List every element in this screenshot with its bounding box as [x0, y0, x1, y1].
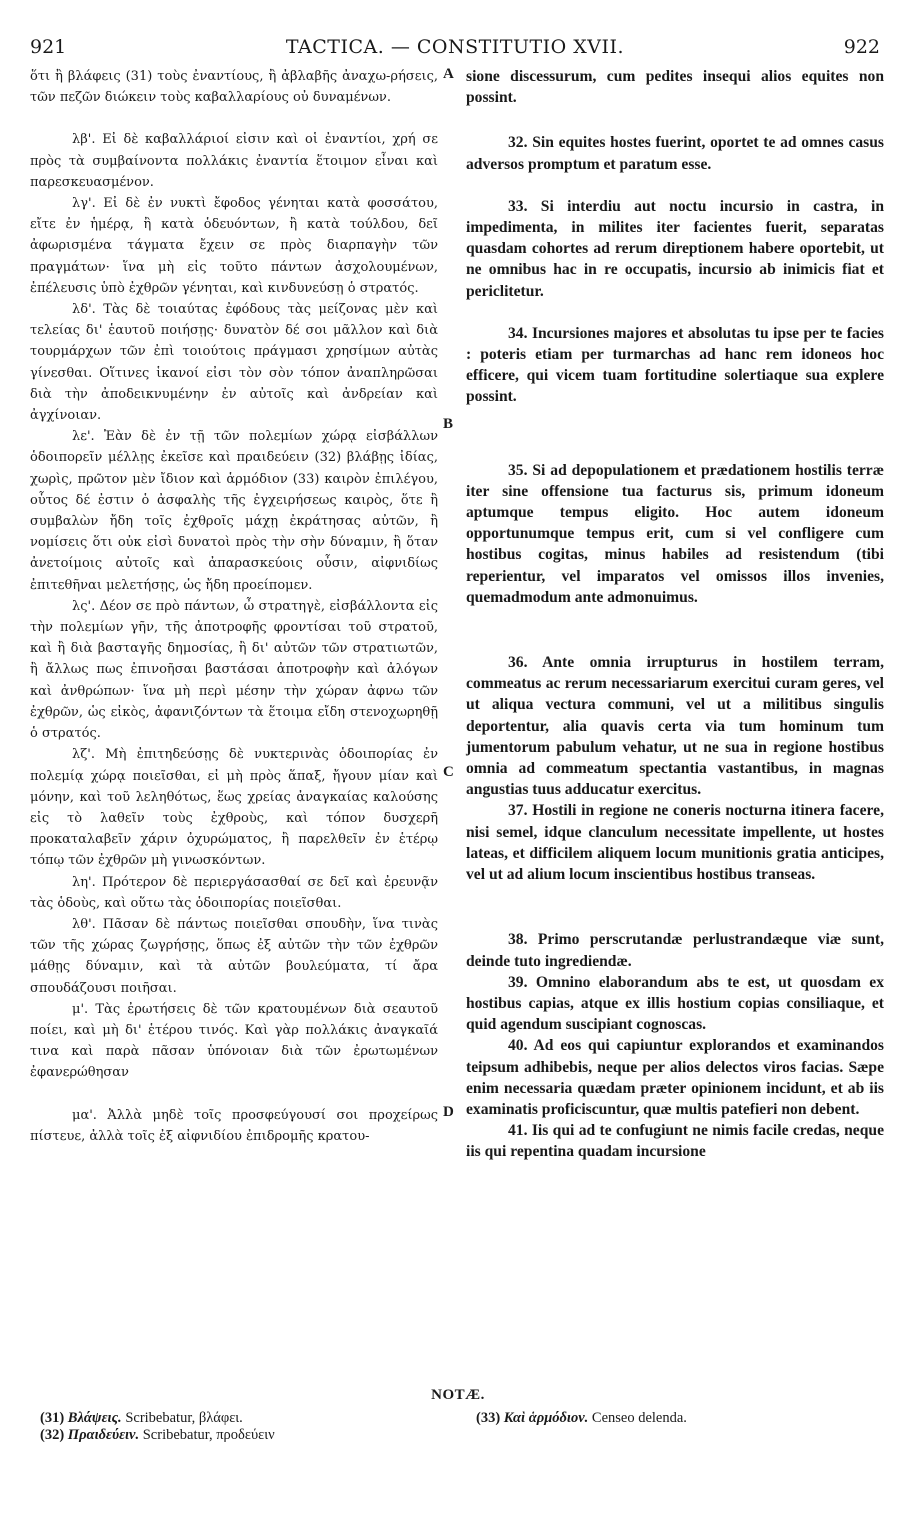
note-number: (31)	[40, 1410, 65, 1426]
greek-paragraph-35: λε'. Ἐὰν δὲ ἐν τῇ τῶν πολεμίων χώρᾳ εἰσβάλλων ὁδοιπορεῖν μέλλῃς ἐκεῖσε καὶ πραιδεύειν (32) βλάβῃς ἰδίας, χωρὶς, πρῶτον μὲν ἴδιον καὶ ἁρμόδιον (33) καιρὸν ἐπιλέγου, οὗτος δέ ἐστιν ὁ ἀσφαλὴς τῆς ἐγχειρήσεως καιρὸς, ὅτε ἢ συμβαλὼν ἤδη τοῖς ἐχθροῖς μάχῃ ἐκράτησας αὐτῶν, ἢ νομίσεις ὅτι οὐκ εἰσὶ δυνατοὶ πρὸς τὴν σὴν δύναμιν, ἢ ὅταν ἀνετοίμοις αὐτοῖς καὶ ἀπαρασκεύοις οὖσιν, αἰφνιδίως ἐπιτεθῆναι μελετήσῃς, ὡς ἤδη προείπομεν.	[30, 429, 438, 593]
latin-paragraph-39: 39. Omnino elaborandum abs te est, ut quosdam ex hostibus capias, atque ex illis hostium copias consiliaque, et quid agendum suscipiant cognoscas.	[466, 973, 884, 1034]
latin-paragraph-41: 41. Iis qui ad te confugiunt ne nimis facile credas, neque iis qui repentina quadam incursione	[466, 1122, 884, 1161]
note-item	[40, 1410, 460, 1427]
latin-paragraph-38: 38. Primo perscrutandæ perlustrandæque viæ sunt, deinde tuto ingrediendæ.	[466, 931, 884, 970]
latin-paragraph-cont: sione discessurum, cum pedites insequi alios equites non possint.	[466, 68, 884, 107]
note-term: Καὶ ἁρμόδιον.	[503, 1410, 589, 1426]
latin-paragraph-34: 34. Incursiones majores et absolutas tu ipse per te facies : poteris etiam per turmarchas ad hanc rem idoneos hoc efficere, qui vicem tuam fortitudine solertiaque sua explere possint.	[466, 324, 884, 406]
note-item	[476, 1410, 896, 1427]
greek-paragraph-33: λγ'. Εἰ δὲ ἐν νυκτὶ ἔφοδος γένηται κατὰ φοσσάτου, εἴτε ἐν ἡμέρᾳ, ἢ κατὰ ὁδευόντων, ἢ κατὰ τούλδου, δεῖ ἀφωρισμένα τάγματα ἔχειν σε πρὸς διαρπαγὴν τῶν πραγμάτων· ἵνα μὴ εἰς τοῦτο πάντων ἀσχολουμένων, ἐπέλευσις ὑπὸ ἐχθρῶν γένηται, καὶ κινδυνεύσῃ ὁ στρατός.	[30, 196, 438, 296]
latin-paragraph-36: 36. Ante omnia irrupturus in hostilem terram, commeatus ac rerum necessariarum exercitui curam geres, vel ut aliqua vectura communi, vel ut a militibus singulis deportentur, alia quavis certa via tum hominum tum jumentorum pabulum vehatur, ut ne sua in regione hostibus omnia ad commeatum spectantia vastantibus, in magnas angustias tuus adducatur exercitus.	[466, 654, 884, 799]
note-text: Scribebatur, προδεύειν	[142, 1427, 275, 1443]
greek-paragraph-39: λθ'. Πᾶσαν δὲ πάντως ποιεῖσθαι σπουδὴν, ἵνα τινὰς τῶν τῆς χώρας ζωγρήσῃς, ὅπως ἐξ αὐτῶν τὴν τῶν ἐχθρῶν μάθῃς δύναμιν, καὶ τὰ αὐτῶν βουλεύματα, τί ἄρα σπουδάζουσι ποιῆσαι.	[30, 916, 438, 996]
latin-column	[466, 66, 884, 1163]
page-header	[30, 36, 880, 60]
greek-column	[30, 66, 438, 1147]
page-number-left: 921	[30, 36, 67, 58]
margin-letter-c: C	[443, 764, 454, 780]
latin-paragraph-35: 35. Si ad depopulationem et prædationem hostilis terræ iter sine offensione tua facturus sis, primum idoneum aptumque tempus eligito. Hoc autem idoneum opportunumque tempus erit, cum si vel confligere cum hostibus cogitas, minus habiles ad resistendum (tibi reperientur, vel imparatos vel omissos illos invenies, quemadmodum ante admonuimus.	[466, 461, 884, 606]
margin-letter-d: D	[443, 1104, 454, 1120]
greek-paragraph-cont: ὅτι ἢ βλάφεις (31) τοὺς ἐναντίους, ἢ ἀβλαβῆς ἀναχω-ρήσεις, τῶν πεζῶν διώκειν τοὺς καβαλλαρίους οὐ δυναμένων.	[30, 69, 438, 106]
latin-paragraph-33: 33. Si interdiu aut noctu incursio in castra, in impedimenta, in milites iter facientes fuerit, separatas quasdam cohortes ad rerum direptionem habere oportebit, ut ne omnibus hac in re occupatis, incursio ab inimicis fiat et periclitetur.	[466, 197, 884, 300]
greek-paragraph-32: λβ'. Εἰ δὲ καβαλλάριοί εἰσιν καὶ οἱ ἐναντίοι, χρή σε πρὸς τὰ συμβαίνοντα πολλάκις ἐναντία ἕτοιμον εἶναι καὶ παρεσκευασμένον.	[30, 132, 438, 190]
latin-paragraph-32: 32. Sin equites hostes fuerint, oportet te ad omnes casus adversos promptum et paratum esse.	[466, 134, 884, 173]
page-number-right: 922	[843, 36, 880, 58]
greek-paragraph-40: μ'. Τὰς ἐρωτήσεις δὲ τῶν κρατουμένων διὰ σεαυτοῦ ποίει, καὶ μὴ δι' ἑτέρου τινός. Καὶ γὰρ πολλάκις ἀναγκαῖά τινα καὶ παρὰ πᾶσαν ὑπόνοιαν διὰ τῶν ἐρωτωμένων ἐφανερώθησαν	[30, 1001, 438, 1081]
note-text: Scribebatur, βλάφει.	[125, 1410, 243, 1426]
greek-paragraph-41: μα'. Ἀλλὰ μηδὲ τοῖς προσφεύγουσί σοι προχείρως πίστευε, ἀλλὰ τοῖς ἐξ αἰφνιδίου ἐπιδρομῆς κρατου-	[30, 1107, 438, 1144]
note-term: Βλάψεις.	[67, 1410, 122, 1426]
greek-paragraph-37: λζ'. Μὴ ἐπιτηδεύσῃς δὲ νυκτερινὰς ὁδοιπορίας ἐν πολεμίᾳ χώρᾳ ποιεῖσθαι, εἰ μὴ πρὸς ἅπαξ, ἤγουν μίαν καὶ μόνην, καὶ τοῦ λεληθότως, ἕως χρείας ἀναγκαίας καλούσης εἰς τὸ λαθεῖν τοὺς ἐχθροὺς, καὶ τόπον δυσχερῆ προκαταλαβεῖν χάριν ὀχυρώματος, ἢ παρελθεῖν ἐν ἑτέρῳ τόπῳ τῶν ἐχθρῶν μὴ γινωσκόντων.	[30, 747, 438, 869]
notes-right	[476, 1410, 896, 1427]
margin-letter-b: B	[443, 416, 454, 432]
note-term: Πραιδεύειν.	[67, 1427, 140, 1443]
greek-paragraph-36: λς'. Δέον σε πρὸ πάντων, ὦ στρατηγὲ, εἰσβάλλοντα εἰς τὴν πολεμίων γῆν, τῆς ἀποτροφῆς φροντίσαι τοῦ στρατοῦ, καὶ ἢ διὰ βασταγῆς δημοσίας, ἢ δι' αὐτῶν τῶν στρατιωτῶν, ἢ ἄλλως πως ἐπινοῆσαι βαστάσαι ἀποτροφὴν καὶ ἀλόγων καὶ ἀνθρώπων· ἵνα μὴ περὶ μέσην τὴν χώραν ἀφνω τῶν ἐχθρῶν, ὡς εἰκὸς, ἀφανιζόντων τὰ ἕτοιμα εἴδη στενοχωρηθῇ ὁ στρατός.	[30, 598, 438, 742]
greek-paragraph-34: λδ'. Τὰς δὲ τοιαύτας ἐφόδους τὰς μείζονας μὲν καὶ τελείας δι' ἑαυτοῦ ποιήσῃς· δυνατὸν δέ σοι μᾶλλον καὶ διὰ τουρμάρχων τῶν ἐπὶ τοιούτοις πράγμασι χρησίμων αὐτὰς γίνεσθαι. Οἵτινες ἱκανοί εἰσι τὸν σὸν τόπον ἀναπληρῶσαι διὰ τὴν ἀποδεικνυμένην ἐν αὐτοῖς καὶ ἀνδρείαν καὶ ἀγχίνοιαν.	[30, 302, 438, 424]
greek-paragraph-38: λη'. Πρότερον δὲ περιεργάσασθαί σε δεῖ καὶ ἐρευνᾷν τὰς ὁδοὺς, καὶ οὕτω τὰς ὁδοιπορίας ποιεῖσθαι.	[30, 874, 438, 911]
note-item	[40, 1427, 460, 1444]
notes-left	[40, 1410, 460, 1444]
latin-paragraph-37: 37. Hostili in regione ne coneris nocturna itinera facere, nisi semel, idque clanculum necessitate impellente, ut hostes lateas, et difficilem aliquem locum munitionis gratia anticipes, vel ut ad alium locum inscientibus hostibus transeas.	[466, 802, 884, 884]
latin-paragraph-40: 40. Ad eos qui capiuntur explorandos et examinandos teipsum adhibebis, neque per alios delectos viros facias. Sæpe enim necessaria quædam præter opinionem incidunt, et ab iis examinatis proficiscuntur, quæ multis patefieri non debent.	[466, 1037, 884, 1118]
running-title: TACTICA. — CONSTITUTIO XVII.	[285, 36, 625, 58]
note-number: (32)	[40, 1427, 65, 1443]
margin-letter-a: A	[443, 66, 454, 82]
note-number: (33)	[476, 1410, 501, 1426]
notes-heading: NOTÆ.	[431, 1387, 485, 1403]
note-text: Censeo delenda.	[591, 1410, 687, 1426]
